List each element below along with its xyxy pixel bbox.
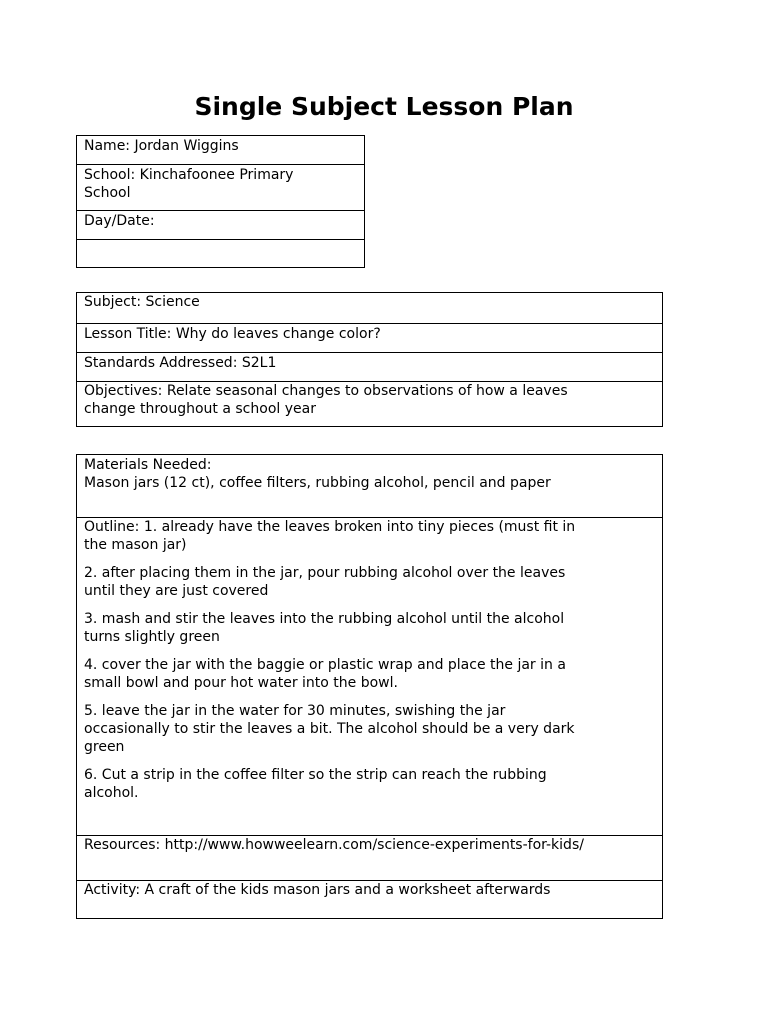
- outline-cell: [77, 518, 663, 836]
- outline-step: [84, 564, 655, 600]
- name-cell: [77, 136, 365, 165]
- subject-table: [76, 292, 663, 427]
- outline-step: [84, 702, 655, 756]
- objectives-text-line2: change throughout a school year: [84, 401, 316, 417]
- outline-step-line: 5. leave the jar in the water for 30 minutes, swishing the jar: [84, 703, 506, 719]
- outline-step-line: turns slightly green: [84, 629, 220, 645]
- outline-step-line: occasionally to stir the leaves a bit. The alcohol should be a very dark: [84, 721, 575, 737]
- outline-step-line: small bowl and pour hot water into the bowl.: [84, 675, 398, 691]
- outline-step-line: 6. Cut a strip in the coffee filter so the strip can reach the rubbing: [84, 767, 547, 783]
- materials-cell: [77, 455, 663, 518]
- lesson-title-cell: [77, 324, 663, 353]
- teacher-info-table: [76, 135, 365, 268]
- lesson-plan-table: [76, 454, 663, 919]
- outline-step-line: green: [84, 739, 125, 755]
- resources-cell: [77, 836, 663, 881]
- outline-step-line: the mason jar): [84, 537, 187, 553]
- outline-step: [84, 518, 655, 554]
- school-text-line1: School: Kinchafoonee Primary: [84, 167, 294, 183]
- outline-step-line: Outline: 1. already have the leaves broken into tiny pieces (must fit in: [84, 519, 576, 535]
- lesson-title-text: Lesson Title: Why do leaves change color?: [84, 326, 381, 342]
- outline-step: [84, 656, 655, 692]
- blank-cell: [77, 240, 365, 268]
- name-text: Name: Jordan Wiggins: [84, 138, 239, 154]
- subject-cell: [77, 293, 663, 324]
- objectives-text-line1: Objectives: Relate seasonal changes to observations of how a leaves: [84, 383, 568, 399]
- outline-step: [84, 766, 655, 802]
- day-date-text: Day/Date:: [84, 213, 155, 229]
- outline-step-line: 3. mash and stir the leaves into the rubbing alcohol until the alcohol: [84, 611, 565, 627]
- objectives-cell: [77, 382, 663, 427]
- day-date-cell: [77, 211, 365, 240]
- resources-text: Resources: http://www.howweelearn.com/science-experiments-for-kids/: [84, 837, 584, 853]
- materials-label: Materials Needed:: [84, 457, 212, 473]
- school-cell: [77, 165, 365, 211]
- materials-text: Mason jars (12 ct), coffee filters, rubbing alcohol, pencil and paper: [84, 475, 551, 491]
- outline-step-line: until they are just covered: [84, 583, 269, 599]
- outline-step-line: 2. after placing them in the jar, pour rubbing alcohol over the leaves: [84, 565, 566, 581]
- subject-text: Subject: Science: [84, 294, 200, 310]
- school-text-line2: School: [84, 185, 131, 201]
- outline-step-line: 4. cover the jar with the baggie or plastic wrap and place the jar in a: [84, 657, 566, 673]
- activity-cell: [77, 881, 663, 919]
- outline-step-line: alcohol.: [84, 785, 139, 801]
- standards-text: Standards Addressed: S2L1: [84, 355, 277, 371]
- activity-text: Activity: A craft of the kids mason jars and a worksheet afterwards: [84, 882, 551, 898]
- page-title: Single Subject Lesson Plan: [194, 92, 574, 121]
- standards-cell: [77, 353, 663, 382]
- outline-step: [84, 610, 655, 646]
